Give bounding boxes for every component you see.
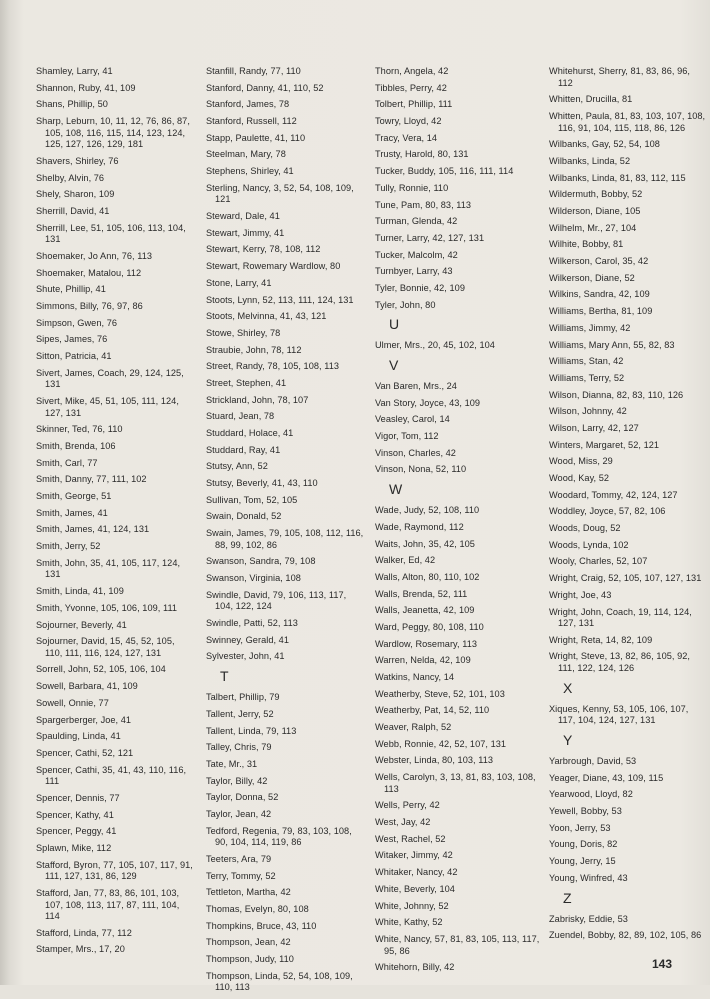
index-entry: Talbert, Phillip, 79 <box>206 692 280 703</box>
index-entry: Thomas, Evelyn, 80, 108 <box>206 904 309 914</box>
index-entry: Skinner, Ted, 76, 110 <box>36 424 123 435</box>
index-entry: Wade, Judy, 52, 108, 110 <box>375 505 480 516</box>
index-entry: Shely, Sharon, 109 <box>36 189 115 200</box>
index-entry: Warren, Nelda, 42, 109 <box>375 655 471 666</box>
index-entry: Witaker, Jimmy, 42 <box>375 850 453 861</box>
section-letter: Y <box>563 732 573 749</box>
index-entry: Shoemaker, Matalou, 112 <box>36 267 142 278</box>
index-entry: Stuard, Jean, 78 <box>206 411 275 422</box>
index-entry: Wilbanks, Linda, 81, 83, 112, 115 <box>549 172 686 183</box>
index-entry: Stanfill, Randy, 77, 110 <box>206 66 301 76</box>
index-entry: Van Baren, Mrs., 24 <box>375 381 457 391</box>
index-entry: Shavers, Shirley, 76 <box>36 155 119 166</box>
index-entry: Wilkerson, Carol, 35, 42 <box>549 256 649 267</box>
index-entry: Sylvester, John, 41 <box>206 651 285 662</box>
index-entry: Swanson, Virginia, 108 <box>206 573 301 584</box>
index-entry: Thompkins, Bruce, 43, 110 <box>206 920 317 931</box>
index-entry: Wilkerson, Diane, 52 <box>549 272 635 283</box>
index-entry: Steward, Dale, 41 <box>206 211 280 222</box>
index-entry: Street, Randy, 78, 105, 108, 113 <box>206 361 340 372</box>
index-entry: Stewart, Jimmy, 41 <box>206 227 285 238</box>
index-entry: West, Rachel, 52 <box>375 833 446 844</box>
index-entry: Smith, John, 35, 41, 105, 117, 124, 131 <box>36 557 181 580</box>
index-entry: Shannon, Ruby, 41, 109 <box>36 82 136 93</box>
index-entry: Young, Jerry, 15 <box>549 856 616 867</box>
index-entry: Smith, George, 51 <box>36 491 112 502</box>
index-entry: Wood, Miss, 29 <box>549 456 613 467</box>
index-entry: Swindle, Patti, 52, 113 <box>206 618 298 629</box>
index-entry: White, Beverly, 104 <box>375 883 455 894</box>
index-entry: Stewart, Kerry, 78, 108, 112 <box>206 244 321 255</box>
index-entry: Street, Stephen, 41 <box>206 377 287 388</box>
index-entry: Wright, Steve, 13, 82, 86, 105, 92, 111, 122, 124, 126 <box>549 651 691 674</box>
index-entry: Shoemaker, Jo Ann, 76, 113 <box>36 250 153 261</box>
index-entry: Smith, James, 41, 124, 131 <box>36 524 150 535</box>
index-entry: Wardlow, Rosemary, 113 <box>375 638 478 649</box>
section-letter: U <box>389 316 400 333</box>
index-entry: Stoots, Melvinna, 41, 43, 121 <box>206 311 327 322</box>
index-entry: Wilderson, Diane, 105 <box>549 206 641 216</box>
index-entry: Sojourner, Beverly, 41 <box>36 619 127 630</box>
index-entry: Stafford, Byron, 77, 105, 107, 117, 91, 111, 127, 131, 86, 129 <box>36 859 193 882</box>
index-entry: Wilbanks, Linda, 52 <box>549 155 631 166</box>
index-entry: Zabrisky, Eddie, 53 <box>549 913 628 924</box>
index-entry: Stafford, Linda, 77, 112 <box>36 927 132 938</box>
index-entry: Woddley, Joyce, 57, 82, 106 <box>549 506 666 517</box>
page-number: 143 <box>651 957 672 971</box>
index-entry: Wilbanks, Gay, 52, 54, 108 <box>549 139 660 150</box>
index-column-3 <box>375 66 545 979</box>
index-entry: Sowell, Onnie, 77 <box>36 697 109 708</box>
index-entry: Ulmer, Mrs., 20, 45, 102, 104 <box>375 340 495 351</box>
index-entry: Yewell, Bobby, 53 <box>549 806 622 817</box>
index-entry: Steelman, Mary, 78 <box>206 149 286 160</box>
index-entry: Webb, Ronnie, 42, 52, 107, 131 <box>375 738 507 749</box>
index-entry: Stephens, Shirley, 41 <box>206 166 294 177</box>
index-column-4 <box>549 66 707 947</box>
index-entry: White, Nancy, 57, 81, 83, 105, 113, 117, 95, 86 <box>375 933 540 956</box>
index-entry: Wilkins, Sandra, 42, 109 <box>549 289 650 300</box>
index-entry: Wright, Joe, 43 <box>549 589 612 600</box>
index-entry: Spaulding, Linda, 41 <box>36 731 121 742</box>
index-entry: Young, Doris, 82 <box>549 839 618 850</box>
index-entry: Wilson, Dianna, 82, 83, 110, 126 <box>549 389 684 400</box>
index-entry: Tucker, Malcolm, 42 <box>375 249 458 260</box>
index-entry: Yoon, Jerry, 53 <box>549 822 611 833</box>
index-entry: Stanford, James, 78 <box>206 99 290 110</box>
index-entry: Tracy, Vera, 14 <box>375 132 438 143</box>
index-entry: Trusty, Harold, 80, 131 <box>375 149 469 160</box>
index-entry: Wade, Raymond, 112 <box>375 521 464 532</box>
index-entry: Terry, Tommy, 52 <box>206 870 276 881</box>
index-entry: Taylor, Billy, 42 <box>206 775 268 786</box>
index-entry: Williams, Terry, 52 <box>549 372 625 383</box>
index-entry: Van Story, Joyce, 43, 109 <box>375 397 481 408</box>
index-entry: Yarbrough, David, 53 <box>549 756 637 767</box>
index-entry: Smith, Brenda, 106 <box>36 441 116 452</box>
index-entry: Wilhite, Bobby, 81 <box>549 239 624 250</box>
index-entry: Winters, Margaret, 52, 121 <box>549 439 660 450</box>
index-entry: Splawn, Mike, 112 <box>36 842 112 853</box>
index-entry: Swinney, Gerald, 41 <box>206 634 289 645</box>
index-entry: Shans, Phillip, 50 <box>36 99 108 110</box>
index-entry: Tucker, Buddy, 105, 116, 111, 114 <box>375 166 514 177</box>
index-entry: Wells, Perry, 42 <box>375 800 440 811</box>
index-entry: Tallent, Jerry, 52 <box>206 708 274 719</box>
index-entry: Weaver, Ralph, 52 <box>375 722 452 733</box>
index-entry: Vigor, Tom, 112 <box>375 431 439 442</box>
index-entry: Williams, Mary Ann, 55, 82, 83 <box>549 339 675 350</box>
index-entry: Taylor, Donna, 52 <box>206 792 279 803</box>
index-entry: Swain, James, 79, 105, 108, 112, 116, 88, 99, 102, 86 <box>206 528 364 550</box>
index-entry: Wilson, Larry, 42, 127 <box>549 422 639 433</box>
index-entry: Stewart, Rowemary Wardlow, 80 <box>206 261 341 272</box>
index-entry: Veasley, Carol, 14 <box>375 414 450 425</box>
index-entry: Sitton, Patricia, 41 <box>36 351 112 362</box>
index-entry: Whitehorn, Billy, 42 <box>375 962 455 973</box>
index-entry: Smith, Carl, 77 <box>36 457 98 468</box>
index-entry: Tyler, Bonnie, 42, 109 <box>375 282 465 293</box>
index-entry: Stapp, Paulette, 41, 110 <box>206 132 306 143</box>
section-letter: V <box>389 357 399 373</box>
index-entry: Thompson, Judy, 110 <box>206 954 294 965</box>
index-entry: Spencer, Cathi, 52, 121 <box>36 747 134 758</box>
index-entry: Stutsy, Ann, 52 <box>206 461 268 472</box>
index-entry: Straubie, John, 78, 112 <box>206 344 302 355</box>
index-entry: Thorn, Angela, 42 <box>375 66 449 76</box>
index-entry: Stutsy, Beverly, 41, 43, 110 <box>206 478 318 489</box>
index-entry: Woodard, Tommy, 42, 124, 127 <box>549 489 678 500</box>
index-entry: Wells, Carolyn, 3, 13, 81, 83, 103, 108, 113 <box>375 772 536 794</box>
index-entry: Tettleton, Martha, 42 <box>206 887 291 898</box>
index-entry: Wilson, Johnny, 42 <box>549 406 627 417</box>
index-entry: Williams, Jimmy, 42 <box>549 322 631 333</box>
index-entry: Smith, Jerry, 52 <box>36 541 101 552</box>
index-entry: Williams, Stan, 42 <box>549 356 624 367</box>
index-entry: Spencer, Cathi, 35, 41, 43, 110, 116, 111 <box>36 764 187 787</box>
index-entry: Turner, Larry, 42, 127, 131 <box>375 232 485 243</box>
index-entry: Stafford, Jan, 77, 83, 86, 101, 103, 107, 108, 113, 117, 87, 111, 104, 114 <box>36 887 180 922</box>
index-column-2 <box>206 66 366 999</box>
index-entry: Walls, Jeanetta, 42, 109 <box>375 605 475 616</box>
index-entry: Smith, Danny, 77, 111, 102 <box>36 474 147 485</box>
index-entry: Weatherby, Steve, 52, 101, 103 <box>375 688 505 699</box>
index-entry: Spencer, Dennis, 77 <box>36 792 120 803</box>
section-letter: X <box>563 679 573 696</box>
section-letter: T <box>220 668 229 685</box>
index-entry: Shelby, Alvin, 76 <box>36 172 105 183</box>
index-entry: Zuendel, Bobby, 82, 89, 102, 105, 86 <box>549 930 702 941</box>
index-entry: Studdard, Holace, 41 <box>206 428 294 439</box>
index-entry: Turman, Glenda, 42 <box>375 216 458 227</box>
index-entry: Ward, Peggy, 80, 108, 110 <box>375 621 484 632</box>
index-entry: Stamper, Mrs., 17, 20 <box>36 944 125 955</box>
index-entry: Stanford, Russell, 112 <box>206 116 297 127</box>
index-entry: Sterling, Nancy, 3, 52, 54, 108, 109, 121 <box>206 182 354 205</box>
index-entry: Xiques, Kenny, 53, 105, 106, 107, 117, 104, 124, 127, 131 <box>549 703 689 726</box>
index-entry: Swain, Donald, 52 <box>206 511 282 522</box>
index-entry: Williams, Bertha, 81, 109 <box>549 306 653 317</box>
index-entry: Young, Winfred, 43 <box>549 872 628 883</box>
index-entry: Tyler, John, 80 <box>375 299 436 310</box>
index-entry: Tully, Ronnie, 110 <box>375 182 449 193</box>
index-entry: Tate, Mr., 31 <box>206 758 258 769</box>
index-entry: Wright, Reta, 14, 82, 109 <box>549 634 653 645</box>
index-entry: Stanford, Danny, 41, 110, 52 <box>206 82 324 93</box>
index-entry: Weatherby, Pat, 14, 52, 110 <box>375 705 490 716</box>
index-entry: Woods, Lynda, 102 <box>549 539 629 550</box>
index-entry: Thompson, Linda, 52, 54, 108, 109, 110, 113 <box>206 970 353 993</box>
section-letter: W <box>389 481 403 498</box>
index-entry: Yeager, Diane, 43, 109, 115 <box>549 772 664 783</box>
index-entry: Teeters, Ara, 79 <box>206 853 272 864</box>
index-entry: Talley, Chris, 79 <box>206 742 272 753</box>
index-entry: Swindle, David, 79, 106, 113, 117, 104, 122, 124 <box>206 589 347 612</box>
index-entry: Whitten, Paula, 81, 83, 103, 107, 108, 116, 91, 104, 115, 118, 86, 126 <box>549 110 706 133</box>
index-entry: Tolbert, Phillip, 111 <box>375 99 453 110</box>
index-entry: Sivert, Mike, 45, 51, 105, 111, 124, 127, 131 <box>36 396 179 418</box>
index-entry: Stone, Larry, 41 <box>206 277 272 288</box>
index-entry: Vinson, Nona, 52, 110 <box>375 464 467 475</box>
index-entry: Wilhelm, Mr., 27, 104 <box>549 222 637 233</box>
index-entry: Spencer, Peggy, 41 <box>36 826 117 837</box>
index-entry: Woods, Doug, 52 <box>549 523 621 534</box>
index-entry: Whitten, Drucilla, 81 <box>549 94 633 105</box>
index-entry: Strickland, John, 78, 107 <box>206 394 309 405</box>
index-entry: Sharp, Leburn, 10, 11, 12, 76, 86, 87, 105, 108, 116, 115, 114, 123, 124, 125, 127, 126, 129, 181 <box>36 116 190 150</box>
index-entry: Towry, Lloyd, 42 <box>375 116 442 127</box>
section-letter: Z <box>563 889 572 906</box>
index-entry: Sojourner, David, 15, 45, 52, 105, 110, 111, 116, 124, 127, 131 <box>36 636 175 658</box>
index-entry: Spargerberger, Joe, 41 <box>36 714 132 725</box>
index-entry: Smith, Linda, 41, 109 <box>36 586 124 597</box>
index-entry: White, Johnny, 52 <box>375 900 449 911</box>
index-entry: Stowe, Shirley, 78 <box>206 327 281 338</box>
index-entry: Sowell, Barbara, 41, 109 <box>36 681 138 692</box>
index-entry: Walls, Brenda, 52, 111 <box>375 588 468 599</box>
index-entry: Wood, Kay, 52 <box>549 473 610 483</box>
index-entry: Sorrell, John, 52, 105, 106, 104 <box>36 664 166 675</box>
index-entry: Walker, Ed, 42 <box>375 555 436 566</box>
index-entry: Studdard, Ray, 41 <box>206 444 281 455</box>
index-entry: Spencer, Kathy, 41 <box>36 809 114 820</box>
index-entry: Wright, Craig, 52, 105, 107, 127, 131 <box>549 573 702 584</box>
index-entry: Tibbles, Perry, 42 <box>375 82 447 93</box>
index-entry: Waits, John, 35, 42, 105 <box>375 538 475 549</box>
index-entry: Wildermuth, Bobby, 52 <box>549 189 643 200</box>
index-column-1 <box>36 66 194 961</box>
index-entry: Whitaker, Nancy, 42 <box>375 867 458 878</box>
index-entry: Tallent, Linda, 79, 113 <box>206 725 297 736</box>
index-entry: Wooly, Charles, 52, 107 <box>549 556 648 567</box>
index-entry: White, Kathy, 52 <box>375 917 443 928</box>
index-entry: Yearwood, Lloyd, 82 <box>549 789 633 800</box>
index-entry: Sipes, James, 76 <box>36 334 108 345</box>
index-entry: Swanson, Sandra, 79, 108 <box>206 556 316 567</box>
index-entry: Stoots, Lynn, 52, 113, 111, 124, 131 <box>206 294 354 305</box>
index-entry: Sherrill, Lee, 51, 105, 106, 113, 104, 131 <box>36 222 186 245</box>
index-entry: Turnbyer, Larry, 43 <box>375 266 453 277</box>
index-entry: Wright, John, Coach, 19, 114, 124, 127, 131 <box>549 606 692 629</box>
index-entry: Tedford, Regenia, 79, 83, 103, 108, 90, 104, 114, 119, 86 <box>206 825 352 848</box>
index-entry: Webster, Linda, 80, 103, 113 <box>375 755 494 766</box>
index-entry: Simpson, Gwen, 76 <box>36 317 118 328</box>
index-entry: Tune, Pam, 80, 83, 113 <box>375 199 472 210</box>
index-entry: West, Jay, 42 <box>375 817 431 828</box>
index-entry: Smith, James, 41 <box>36 507 108 518</box>
index-entry: Shute, Phillip, 41 <box>36 284 106 295</box>
index-entry: Watkins, Nancy, 14 <box>375 672 455 682</box>
index-entry: Shamley, Larry, 41 <box>36 66 113 76</box>
index-entry: Smith, Yvonne, 105, 106, 109, 111 <box>36 602 178 613</box>
index-entry: Sherrill, David, 41 <box>36 206 110 216</box>
index-entry: Sivert, James, Coach, 29, 124, 125, 131 <box>36 367 184 390</box>
index-entry: Taylor, Jean, 42 <box>206 808 272 819</box>
index-entry: Thompson, Jean, 42 <box>206 937 291 948</box>
index-entry: Simmons, Billy, 76, 97, 86 <box>36 301 143 312</box>
index-entry: Vinson, Charles, 42 <box>375 447 456 458</box>
index-entry: Whitehurst, Sherry, 81, 83, 86, 96, 112 <box>549 66 690 88</box>
index-entry: Walls, Alton, 80, 110, 102 <box>375 571 480 582</box>
index-entry: Sullivan, Tom, 52, 105 <box>206 494 298 505</box>
